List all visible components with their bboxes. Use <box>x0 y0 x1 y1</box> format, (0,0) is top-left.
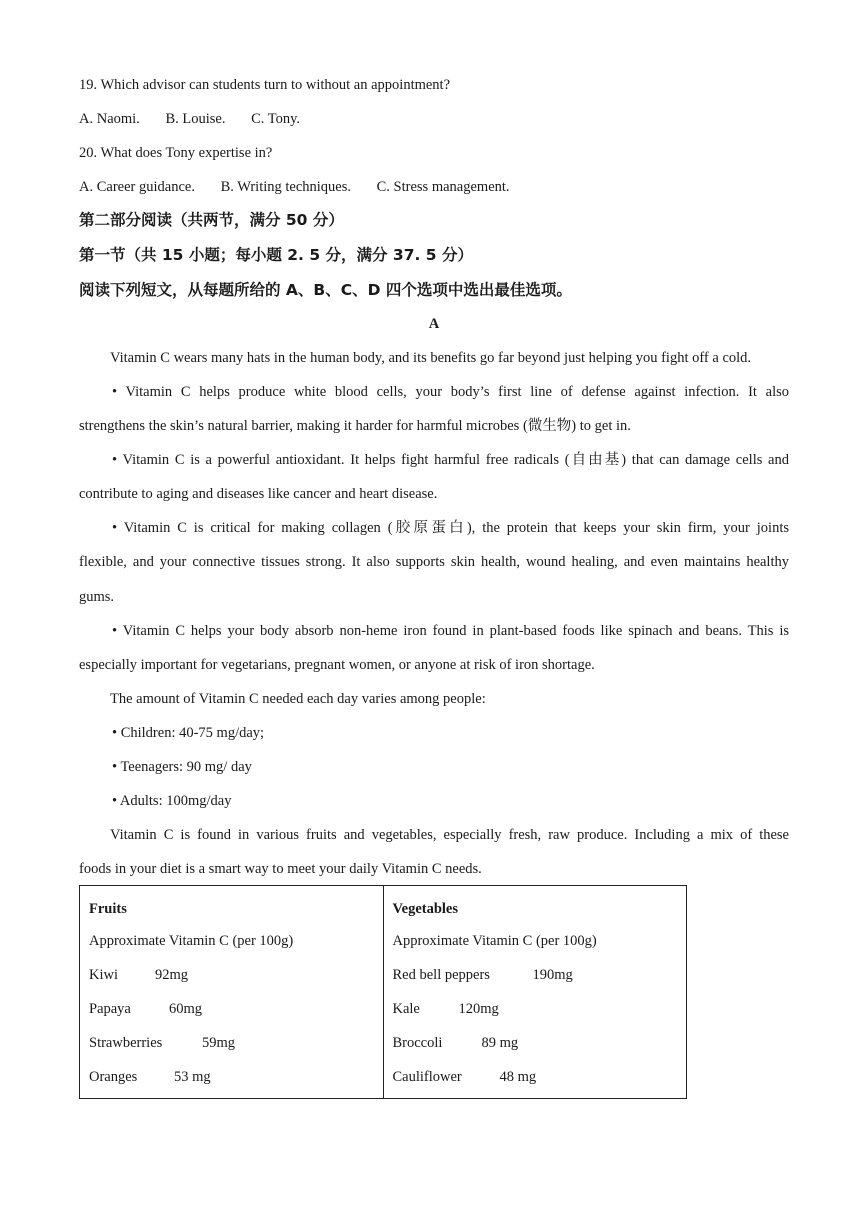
bullet-2-line-1: • Vitamin C is a powerful antioxidant. It helps fight harmful free radicals (自由基) that can damage cells and <box>112 452 789 468</box>
vitamin-c-table <box>79 885 687 1099</box>
option-a: A. Career guidance. <box>79 179 195 195</box>
option-a: A. Naomi. <box>79 111 140 127</box>
option-c: C. Stress management. <box>376 179 510 195</box>
bullet-3-line-3: gums. <box>79 589 115 605</box>
instruction: 阅读下列短文，从每题所给的 A、B、C、D 四个选项中选出最佳选项。 <box>79 281 572 299</box>
passage-letter: A <box>428 316 440 332</box>
fruits-subheading: Approximate Vitamin C (per 100g) <box>89 933 294 949</box>
fruit-amount: 59mg <box>202 1035 236 1051</box>
question-19: 19. Which advisor can students turn to without an appointment? <box>79 77 451 93</box>
bullet-1-line-2: strengthens the skin’s natural barrier, making it harder for harmful microbes (微生物) to get in. <box>79 418 631 434</box>
vegetable-amount: 120mg <box>458 1001 499 1017</box>
vegetables-subheading: Approximate Vitamin C (per 100g) <box>392 933 597 949</box>
vegetable-amount: 89 mg <box>481 1035 519 1051</box>
fruit-name: Strawberries <box>89 1035 163 1051</box>
fruit-name: Papaya <box>89 1001 131 1017</box>
fruit-row <box>89 1060 374 1094</box>
fruit-amount: 60mg <box>169 1001 203 1017</box>
fruit-row <box>89 992 374 1026</box>
amount-intro: The amount of Vitamin C needed each day varies among people: <box>110 691 486 707</box>
section-heading: 第二部分阅读（共两节，满分 50 分） <box>79 211 344 229</box>
vegetable-row <box>393 1026 678 1060</box>
amount-teenagers: • Teenagers: 90 mg/ day <box>112 759 252 775</box>
bullet-4-line-2: especially important for vegetarians, pregnant women, or anyone at risk of iron shortage. <box>79 657 595 673</box>
bullet-2-line-2: contribute to aging and diseases like cancer and heart disease. <box>79 486 438 502</box>
fruit-row <box>89 958 374 992</box>
vegetable-name: Red bell peppers <box>392 967 490 983</box>
option-c: C. Tony. <box>251 111 301 127</box>
vegetable-name: Cauliflower <box>392 1069 462 1085</box>
found-line-1: Vitamin C is found in various fruits and vegetables, especially fresh, raw produce. Including a mix of these <box>110 827 789 843</box>
bullet-3-line-2: flexible, and your connective tissues strong. It also supports skin health, wound healing, and even maintains healthy <box>79 554 789 570</box>
amount-adults: • Adults: 100mg/day <box>112 793 232 809</box>
fruit-name: Kiwi <box>89 967 118 983</box>
question-19-options <box>79 109 322 129</box>
vegetable-amount: 48 mg <box>499 1069 537 1085</box>
vegetable-row <box>393 958 678 992</box>
fruit-name: Oranges <box>89 1069 138 1085</box>
fruit-amount: 92mg <box>155 967 189 983</box>
subsection-heading: 第一节（共 15 小题；每小题 2. 5 分，满分 37. 5 分） <box>79 246 473 264</box>
found-line-2: foods in your diet is a smart way to meet your daily Vitamin C needs. <box>79 861 482 877</box>
question-20: 20. What does Tony expertise in? <box>79 145 273 161</box>
bullet-4-line-1: • Vitamin C helps your body absorb non-heme iron found in plant-based foods like spinach and beans. This is <box>112 623 789 639</box>
fruit-amount: 53 mg <box>174 1069 211 1085</box>
option-b: B. Writing techniques. <box>220 179 352 195</box>
amount-children: • Children: 40-75 mg/day; <box>112 725 265 741</box>
vegetables-column <box>383 886 687 1099</box>
bullet-3-line-1: • Vitamin C is critical for making collagen (胶原蛋白), the protein that keeps your skin firm, your joints <box>112 520 789 536</box>
vegetable-row <box>393 1060 678 1094</box>
fruit-row <box>89 1026 374 1060</box>
fruits-column <box>80 886 384 1099</box>
fruits-heading: Fruits <box>89 901 127 917</box>
bullet-1-line-1: • Vitamin C helps produce white blood cells, your body’s first line of defense against infection. It also <box>112 384 789 400</box>
vegetables-heading: Vegetables <box>392 901 459 917</box>
passage-intro: Vitamin C wears many hats in the human body, and its benefits go far beyond just helping you fight off a cold. <box>110 350 752 366</box>
vegetable-name: Kale <box>392 1001 420 1017</box>
question-20-options <box>79 177 532 197</box>
vegetable-row <box>393 992 678 1026</box>
vegetable-amount: 190mg <box>532 967 573 983</box>
option-b: B. Louise. <box>165 111 226 127</box>
vegetable-name: Broccoli <box>392 1035 443 1051</box>
